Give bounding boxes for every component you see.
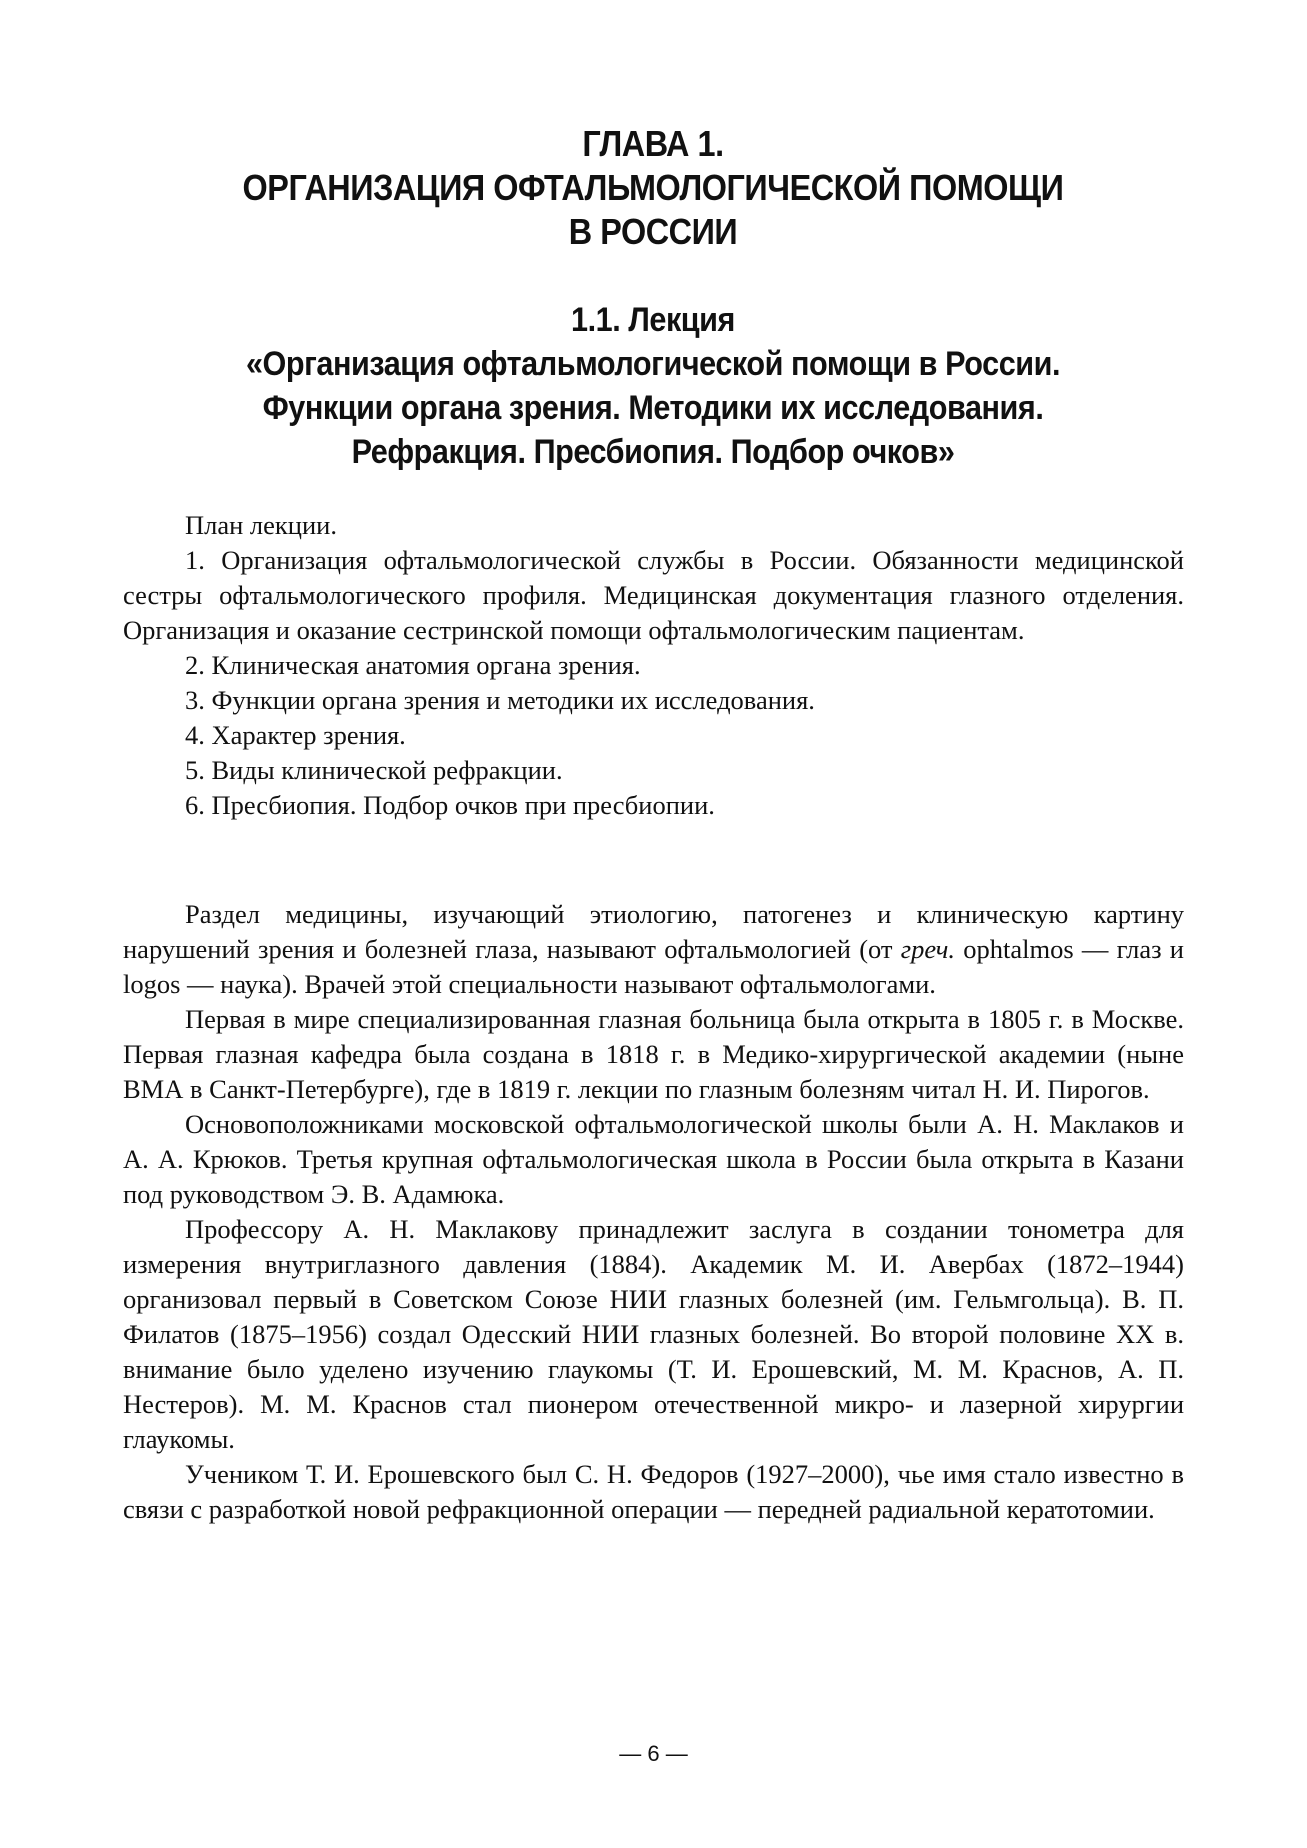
- paragraph-italic-text: греч.: [900, 934, 956, 964]
- paragraph: Первая в мире специализированная глазная больница была открыта в 1805 г. в Москве. Первая глазная кафедра была создана в 1818 г. в Медико-хирургической академии (ныне ВМА в Санкт-Петербурге), где в 1819 г. лекции по глазным болезням читал Н. И. Пирогов.: [123, 1004, 1184, 1104]
- plan-title: План лекции.: [185, 510, 337, 540]
- plan-item: 1. Организация офтальмологической службы в России. Обязанности медицинской сестры офтальмологического профиля. Медицинская документация глазного отделения. Организация и оказание сестринской помощи офтальмологическим пациентам.: [123, 545, 1184, 645]
- plan-item: 2. Клиническая анатомия органа зрения.: [185, 650, 641, 680]
- lecture-title-line: Функции органа зрения. Методики их исследования.: [262, 389, 1044, 427]
- lecture-title-line: «Организация офтальмологической помощи в России.: [245, 345, 1061, 383]
- lecture-plan: [123, 508, 1184, 823]
- paragraph: Основоположниками московской офтальмологической школы были А. Н. Маклаков и А. А. Крюков. Третья крупная офтальмологическая школа в России была открыта в Казани под руководством Э. В. Адамюка.: [123, 1109, 1184, 1209]
- paragraph: Профессору А. Н. Маклакову принадлежит заслуга в создании тонометра для измерения внутриглазного давления (1884). Академик М. И. Авербах (1872–1944) организовал первый в Советском Союзе НИИ глазных болезней (им. Гельмгольца). В. П. Филатов (1875–1956) создал Одесский НИИ глазных болезней. Во второй половине XX в. внимание было уделено изучению глаукомы (Т. И. Ерошевский, М. М. Краснов, А. П. Нестеров). М. М. Краснов стал пионером отечественной микро- и лазерной хирургии глаукомы.: [123, 1214, 1184, 1454]
- paragraph: [123, 897, 1184, 1002]
- page-number: — 6 —: [619, 1741, 688, 1766]
- plan-item: 3. Функции органа зрения и методики их исследования.: [185, 685, 815, 715]
- lecture-title-line: Рефракция. Пресбиопия. Подбор очков»: [351, 433, 955, 471]
- plan-item: 4. Характер зрения.: [185, 720, 406, 750]
- chapter-title-line: В РОССИИ: [568, 211, 738, 252]
- paragraph-text: Раздел медицины, изучающий этиологию, патогенез и клиническую картину нарушений зрения и болезней глаза, называют офтальмологией (от: [123, 899, 1184, 964]
- plan-item: 5. Виды клинической рефракции.: [185, 755, 563, 785]
- main-text: [123, 897, 1184, 1527]
- chapter-number: ГЛАВА 1.: [582, 123, 724, 164]
- lecture-title: [191, 298, 1114, 474]
- paragraph-text: ophtalmos — глаз и logos — наука). Врачей этой специальности называют офтальмологами.: [123, 934, 1184, 999]
- paragraph: Учеником Т. И. Ерошевского был С. Н. Федоров (1927–2000), чье имя стало известно в связи с разработкой новой рефракционной операции — передней радиальной кератотомии.: [123, 1459, 1184, 1524]
- lecture-number: 1.1. Лекция: [571, 301, 735, 339]
- chapter-title: [218, 122, 1087, 254]
- plan-item: 6. Пресбиопия. Подбор очков при пресбиопии.: [185, 790, 715, 820]
- chapter-title-line: ОРГАНИЗАЦИЯ ОФТАЛЬМОЛОГИЧЕСКОЙ ПОМОЩИ: [242, 167, 1064, 208]
